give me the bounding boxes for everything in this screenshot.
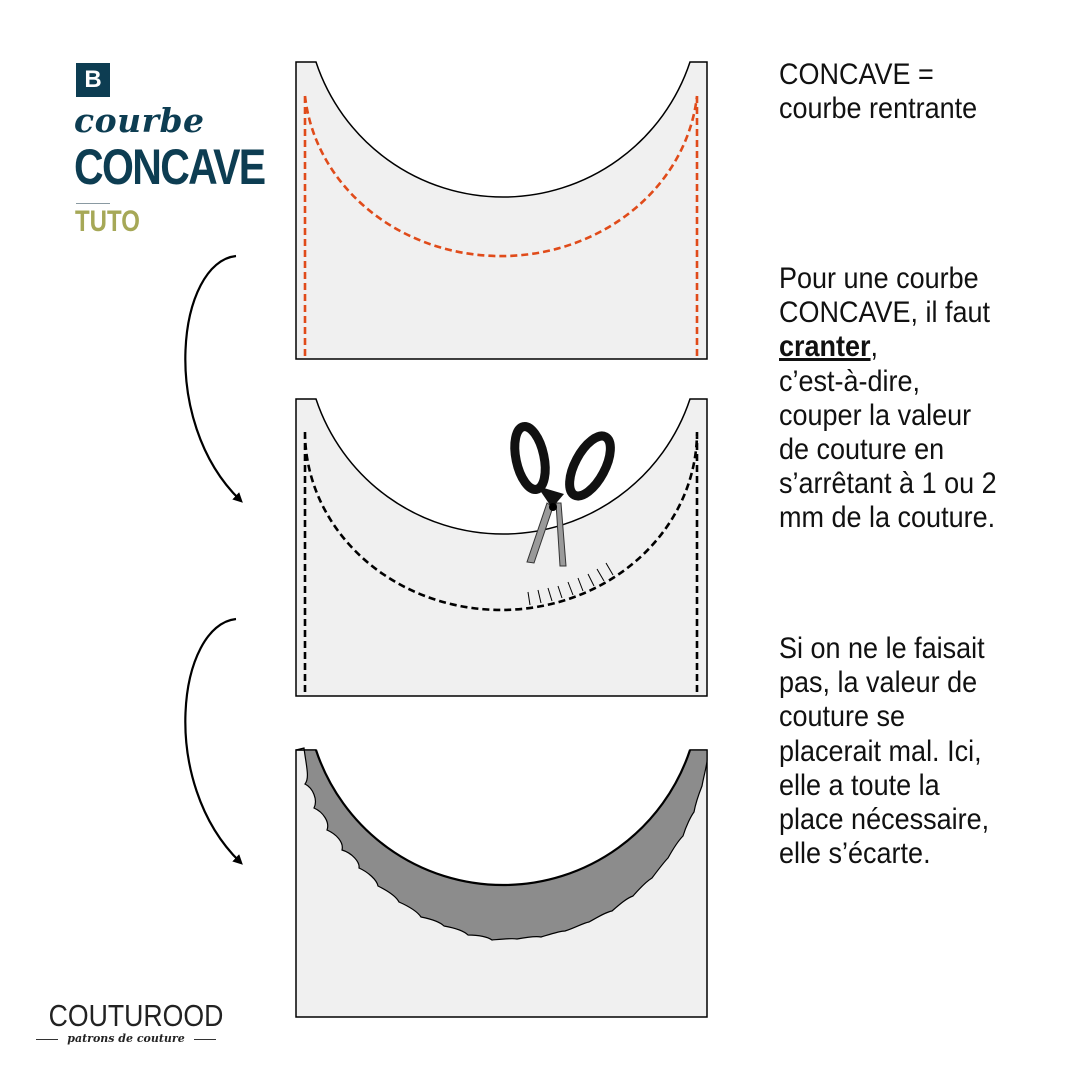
- title-script: courbe: [74, 101, 205, 140]
- panel-1-fabric: [296, 62, 707, 359]
- explanation-line: pas, la valeur de: [779, 666, 978, 700]
- page-title: CONCAVE: [74, 139, 265, 195]
- logo-tagline: patrons de couture: [36, 1032, 216, 1045]
- step-badge: B: [76, 63, 110, 97]
- definition-line: courbe rentrante: [779, 92, 978, 126]
- explanation-line: elle a toute la: [779, 768, 940, 802]
- definition-text: [779, 58, 977, 126]
- instruction-line: de couture en: [779, 433, 945, 467]
- title-subtitle: TUTO: [75, 205, 140, 238]
- curved-arrow-icon: [185, 256, 240, 500]
- brand-logo: [36, 998, 224, 1045]
- definition-line: CONCAVE =: [779, 58, 934, 91]
- instruction-line: c’est-à-dire,: [779, 364, 921, 398]
- instruction-line: [779, 330, 997, 364]
- instructions-text: [779, 262, 997, 536]
- curved-arrow-icon: [185, 619, 240, 862]
- instruction-line: mm de la couture.: [779, 501, 996, 535]
- explanation-line: couture se: [779, 700, 906, 734]
- explanation-line: place nécessaire,: [779, 803, 990, 837]
- explanation-line: placerait mal. Ici,: [779, 734, 982, 768]
- instruction-line: CONCAVE, il faut: [779, 296, 991, 330]
- explanation-line: Si on ne le faisait: [779, 632, 985, 665]
- emphasis-suffix: ,: [870, 330, 879, 364]
- logo-name: COUTUROOD: [48, 998, 224, 1033]
- instruction-line: couper la valeur: [779, 398, 972, 432]
- explanation-text: [779, 632, 989, 871]
- panel-3-fabric: [296, 748, 707, 1017]
- instruction-line: Pour une courbe: [779, 262, 979, 295]
- panel-2-fabric: [296, 399, 707, 696]
- explanation-line: elle s’écarte.: [779, 837, 931, 871]
- instruction-line: s’arrêtant à 1 ou 2: [779, 467, 997, 501]
- cranter-emphasis: cranter: [779, 330, 871, 364]
